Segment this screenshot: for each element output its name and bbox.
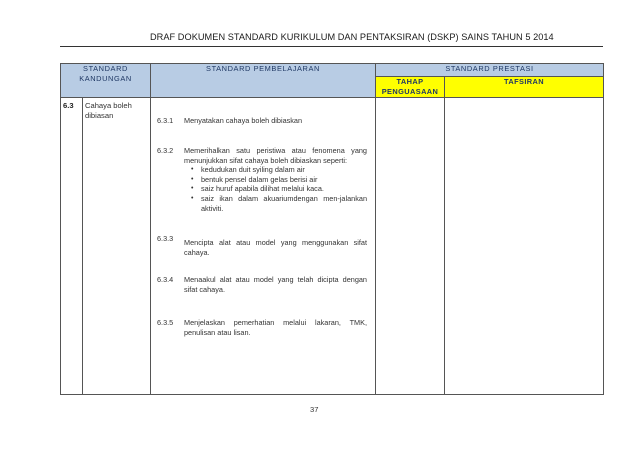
bullet-item: • saiz huruf apabila dilihat melalui kaca. bbox=[201, 184, 367, 194]
learning-standard-block bbox=[184, 146, 367, 213]
header-standard-prestasi: STANDARD PRESTASI bbox=[376, 64, 604, 77]
page-number: 37 bbox=[310, 405, 319, 414]
learning-standard-bullets bbox=[184, 165, 367, 213]
learning-standard-number: 6.3.5 bbox=[157, 318, 174, 327]
tafsiran-cell bbox=[445, 98, 604, 395]
header-rule bbox=[60, 46, 603, 47]
document-header: DRAF DOKUMEN STANDARD KURIKULUM DAN PENTAKSIRAN (DSKP) SAINS TAHUN 5 2014 bbox=[150, 32, 554, 42]
header-standard-kandungan bbox=[61, 64, 151, 98]
bullet-item: • saiz ikan dalam akuariumdengan men-jalankan aktiviti. bbox=[201, 194, 367, 213]
content-standard-number: 6.3 bbox=[61, 98, 83, 395]
learning-standard-number: 6.3.4 bbox=[157, 275, 174, 284]
learning-standard-text: Menaakul alat atau model yang telah dicipta dengan sifat cahaya. bbox=[184, 275, 367, 294]
header-tahap-penguasaan bbox=[376, 77, 445, 98]
header-standard-pembelajaran: STANDARD PEMBELAJARAN bbox=[151, 64, 376, 98]
header-tahap-penguasaan-label: TAHAP PENGUASAAN bbox=[381, 77, 439, 96]
dskp-table bbox=[60, 63, 604, 395]
tahap-penguasaan-cell bbox=[376, 98, 445, 395]
learning-standard-text: Mencipta alat atau model yang menggunakan sifat cahaya. bbox=[184, 238, 367, 257]
learning-standard-number: 6.3.1 bbox=[157, 116, 174, 125]
learning-standard-number: 6.3.3 bbox=[157, 234, 174, 243]
header-tafsiran: TAFSIRAN bbox=[445, 77, 604, 98]
learning-standard-text: Memerihalkan satu peristiwa atau fenomena yang menunjukkan sifat cahaya boleh dibiaskan seperti: bbox=[184, 146, 367, 165]
content-standard-title: Cahaya boleh dibiasan bbox=[83, 98, 151, 395]
learning-standard-text: Menyatakan cahaya boleh dibiaskan bbox=[184, 116, 303, 125]
learning-standards-cell bbox=[151, 98, 376, 395]
header-standard-kandungan-label: STANDARD KANDUNGAN bbox=[79, 64, 132, 83]
learning-standard-number: 6.3.2 bbox=[157, 146, 174, 155]
learning-standard-text: Menjelaskan pemerhatian melalui lakaran, TMK, penulisan atau lisan. bbox=[184, 318, 367, 337]
bullet-item: • kedudukan duit syiling dalam air bbox=[201, 165, 367, 175]
bullet-item: • bentuk pensel dalam gelas berisi air bbox=[201, 175, 367, 185]
